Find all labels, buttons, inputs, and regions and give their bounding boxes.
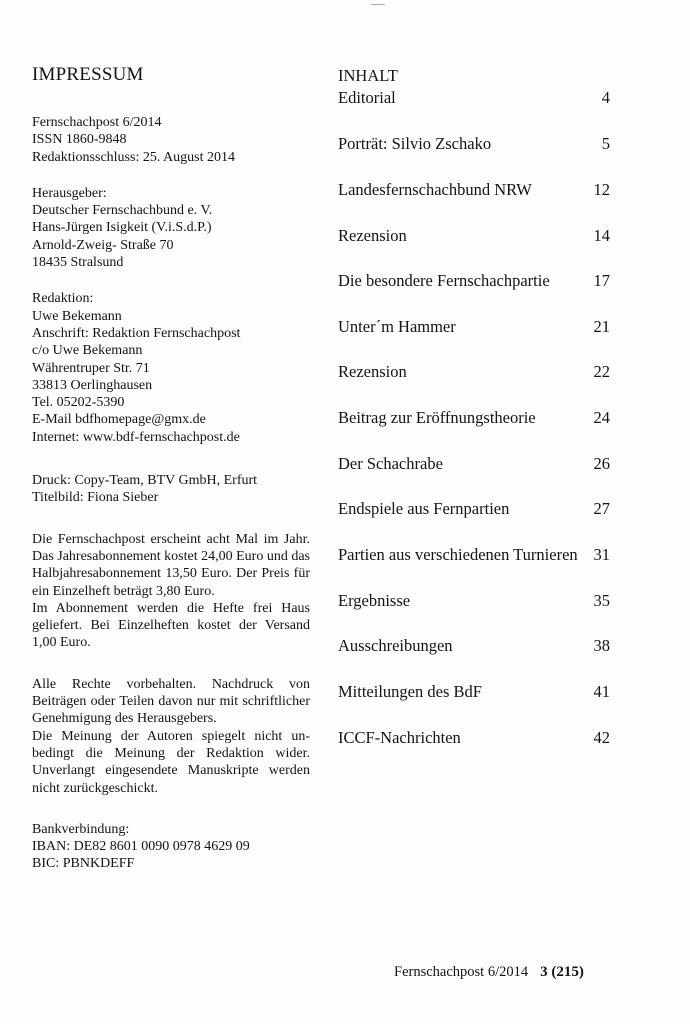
scan-mark <box>371 4 385 5</box>
toc-item-title: Ausschreibungen <box>338 636 453 655</box>
toc-item <box>338 134 614 156</box>
toc-item-title: Unter´m Hammer <box>338 317 456 336</box>
toc-item-page: 42 <box>593 728 610 747</box>
toc-item-page: 31 <box>593 545 610 564</box>
toc-item <box>338 226 614 248</box>
toc-item-title: Beitrag zur Eröffnungstheorie <box>338 408 536 427</box>
internet-line: Internet: www.bdf-fernschachpost.de <box>32 429 240 445</box>
toc-item <box>338 499 614 521</box>
toc-item <box>338 180 614 202</box>
toc-item-title: Editorial <box>338 88 396 107</box>
page-number: 3 (215) <box>540 964 584 980</box>
print-info <box>32 472 310 507</box>
toc-item <box>338 591 614 613</box>
issue-line: Fernschachpost 6/2014 <box>32 115 162 130</box>
impressum-title: IMPRESSUM <box>32 64 144 85</box>
subscription-paragraph: Im Abonnement werden die Hefte frei Haus geliefert. Bei Einzelheften kostet der Versand 1,00 Euro. <box>32 600 310 651</box>
toc-item <box>338 682 614 704</box>
impressum-column <box>32 64 310 892</box>
bic-line: BIC: PBNKDEFF <box>32 856 135 872</box>
publisher-line: Deutscher Fernschachbund e. V. <box>32 203 213 219</box>
toc-item-page: 21 <box>593 317 610 336</box>
bank-line: Bankverbindung: <box>32 821 130 837</box>
toc-item <box>338 545 614 567</box>
toc-item-page: 35 <box>593 591 610 610</box>
toc-item-title: Partien aus verschiedenen Turnieren <box>338 545 578 564</box>
toc-item-title: Landesfernschachbund NRW <box>338 180 532 199</box>
subscription-paragraph: Die Fernschachpost erscheint acht Mal im Jahr. Das Jahresabonnement kostet 24,00 Euro und das Halbjahresabonnement 13,50 Euro. Der Preis für ein Einzelheft beträgt 3,80 Euro. <box>32 531 310 599</box>
rights-paragraph: Alle Rechte vorbehalten. Nachdruck von Beiträgen oder Teilen davon nur mit schriftlicher Genehmigung des Herausgebers. <box>32 676 310 727</box>
toc-item-title: Ergebnisse <box>338 591 411 610</box>
editorial-line: Tel. 05202-5390 <box>32 395 125 411</box>
toc-item <box>338 271 614 293</box>
toc-item-page: 41 <box>593 682 610 701</box>
toc-item-title: ICCF-Nachrichten <box>338 728 461 747</box>
toc-item-title: Endspiele aus Fernpartien <box>338 499 510 518</box>
toc-item-page: 5 <box>601 134 610 153</box>
toc-item <box>338 728 614 750</box>
toc-item-title: Porträt: Silvio Zschako <box>338 134 492 153</box>
toc-item-page: 24 <box>593 408 610 427</box>
issue-info <box>32 114 310 166</box>
editorial-line: Redaktion: <box>32 291 94 307</box>
rights-paragraph: Die Meinung der Autoren spiegelt nicht unbedingt die Meinung der Redaktion wider. Unverlangt eingesendete Manuskripte werden nicht zurückgeschickt. <box>32 728 310 796</box>
toc-item-page: 14 <box>593 226 610 245</box>
editorial-line: Anschrift: Redaktion Fernschachpost <box>32 325 241 341</box>
toc-column <box>338 66 614 747</box>
deadline-line: Redaktionsschluss: 25. August 2014 <box>32 149 236 165</box>
publisher-line: Arnold-Zweig- Straße 70 <box>32 237 174 253</box>
toc-item <box>338 317 614 339</box>
toc-item-page: 27 <box>593 499 610 518</box>
toc-item <box>338 454 614 476</box>
toc-item-page: 12 <box>593 180 610 199</box>
publisher-line: 18435 Stralsund <box>32 255 124 271</box>
toc-item-title: Rezension <box>338 362 407 381</box>
toc-item-title: Die besondere Fernschachpartie <box>338 271 550 290</box>
publisher-line: Herausgeber: <box>32 185 107 201</box>
toc-item-page: 17 <box>593 271 610 290</box>
editorial-line: c/o Uwe Bekemann <box>32 343 143 359</box>
publisher-info <box>32 185 310 271</box>
toc-item-page: 4 <box>601 88 610 107</box>
email-line: E-Mail bdfhomepage@gmx.de <box>32 412 206 428</box>
bank-info <box>32 821 310 873</box>
toc-item-page: 22 <box>593 362 610 381</box>
editorial-line: Währentruper Str. 71 <box>32 360 150 376</box>
cover-image-line: Titelbild: Fiona Sieber <box>32 490 159 506</box>
toc-item-page: 38 <box>593 636 610 655</box>
page-footer <box>394 963 654 981</box>
toc-item <box>338 362 614 384</box>
iban-line: IBAN: DE82 8601 0090 0978 4629 09 <box>32 839 250 855</box>
toc-item-title: Der Schachrabe <box>338 454 443 473</box>
print-line: Druck: Copy-Team, BTV GmbH, Erfurt <box>32 473 258 489</box>
editorial-info <box>32 290 310 446</box>
editorial-line: Uwe Bekemann <box>32 308 122 324</box>
footer-magazine: Fernschachpost 6/2014 <box>394 964 529 980</box>
publisher-line: Hans-Jürgen Isigkeit (V.i.S.d.P.) <box>32 220 212 236</box>
toc-item-page: 26 <box>593 454 610 473</box>
toc-item <box>338 636 614 658</box>
rights-text <box>32 676 310 797</box>
subscription-text <box>32 531 310 652</box>
toc-item-title: Rezension <box>338 226 407 245</box>
toc-title: INHALT <box>338 66 398 85</box>
editorial-line: 33813 Oerlinghausen <box>32 377 153 393</box>
toc-item <box>338 88 614 110</box>
issn-line: ISSN 1860-9848 <box>32 132 127 148</box>
toc-item-title: Mitteilungen des BdF <box>338 682 482 701</box>
toc-item <box>338 408 614 430</box>
